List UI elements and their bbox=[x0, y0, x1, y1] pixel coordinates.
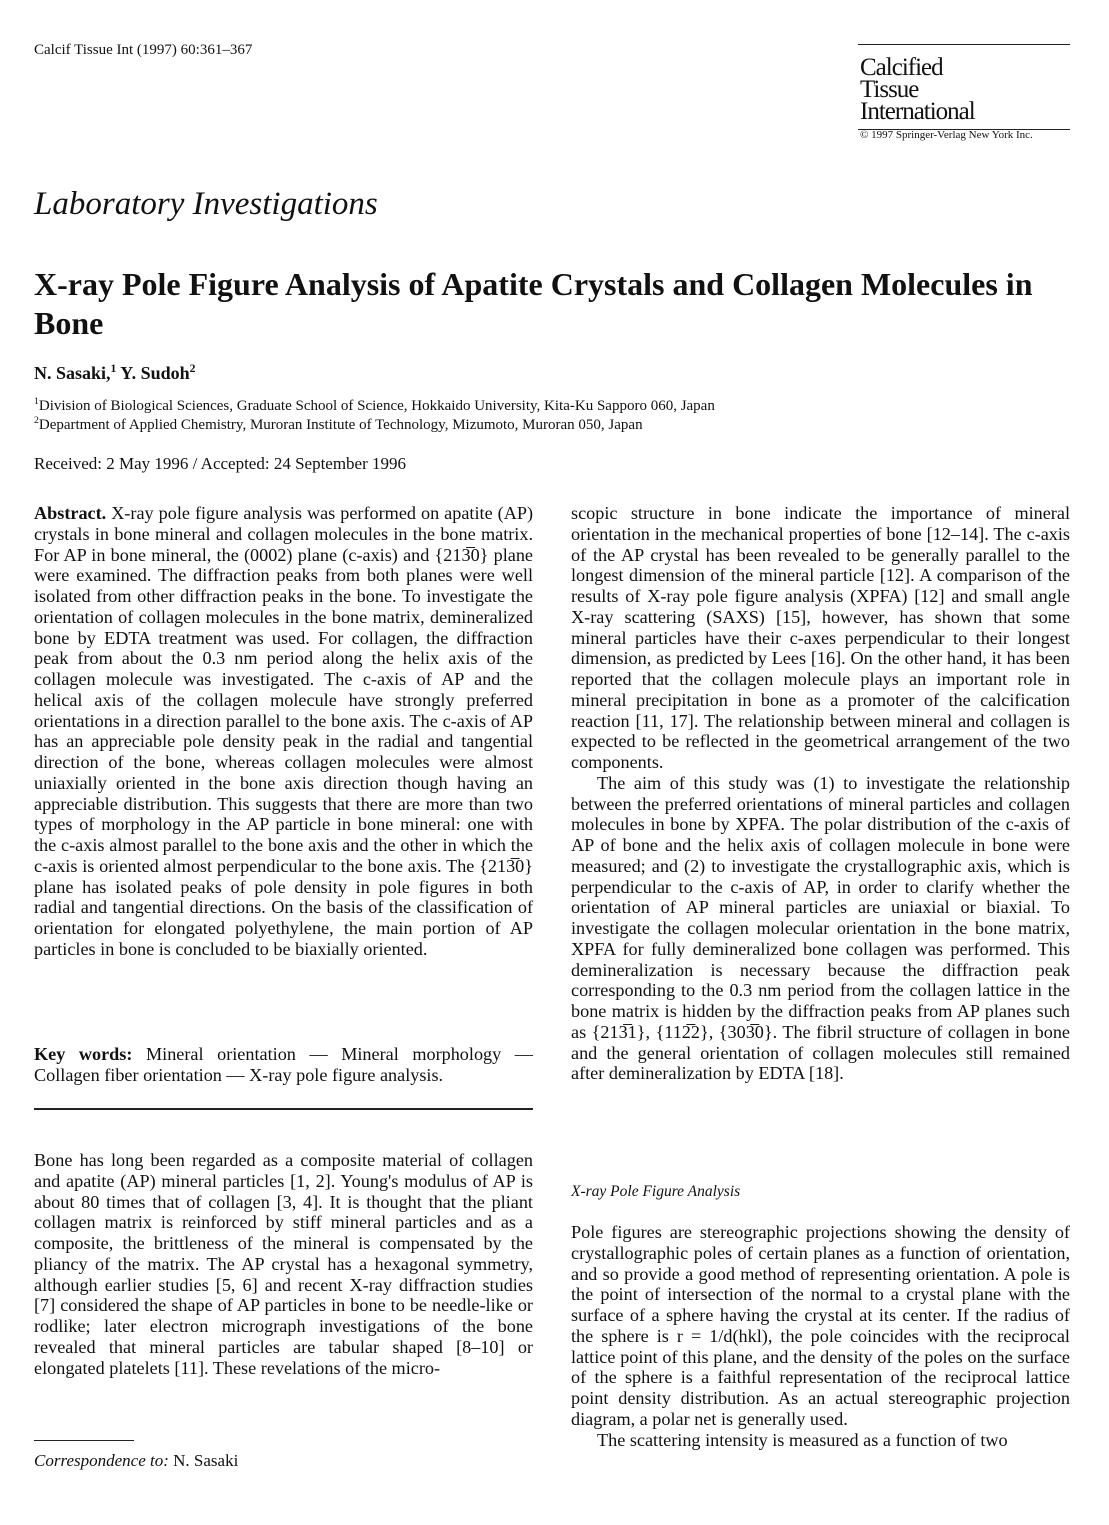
correspondence-label: Correspondence to: bbox=[34, 1451, 169, 1470]
affiliation-text: Division of Biological Sciences, Graduate School of Science, Hokkaido University, Kita-Ku Sapporo 060, Japan bbox=[38, 398, 715, 414]
affiliation bbox=[34, 398, 715, 415]
abstract-label: Abstract. bbox=[34, 503, 107, 523]
keywords-text: Mineral orientation — Mineral morphology — Collagen fiber orientation — X-ray pole figure analysis. bbox=[34, 1044, 533, 1085]
author-superscript: 1 bbox=[110, 362, 117, 375]
author-name: Y. Sudoh bbox=[120, 363, 190, 383]
affiliation-text: Department of Applied Chemistry, Muroran Institute of Technology, Mizumoto, Muroran 050, Japan bbox=[38, 417, 643, 433]
correspondence-name: N. Sasaki bbox=[168, 1451, 239, 1470]
body-column-right-lower bbox=[571, 1222, 1070, 1450]
paragraph-text: The aim of this study was (1) to investigate the relationship between the preferred orientations of mineral particles and collagen molecules in bone by XPFA. The polar distribution of the c-axis of AP of bone and the helix axis of collagen molecule in bone were measured; and (2) to investigate the crystallographic axis, which is perpendicular to the c-axis of AP, in order to clarify whether the orientation of AP mineral particles are uniaxial or biaxial. To investigate the collagen molecular orientation in the bone matrix, XPFA for fully demineralized bone collagen was performed. This demineralization is necessary because the diffraction peak corresponding to the 0.3 nm period from the collagen lattice in the bone matrix is hidden by the diffraction peaks from AP planes such as {213̅1}, {112̅2}, {303̅0}. The fibril structure of collagen in bone and the general orientation of collagen molecules still remained after demineralization by EDTA [18]. bbox=[571, 772, 1070, 1084]
abstract bbox=[34, 503, 533, 960]
body-column-right bbox=[571, 503, 1070, 1084]
logo-line-3: International bbox=[860, 98, 975, 125]
section-label: Laboratory Investigations bbox=[34, 186, 378, 222]
divider bbox=[34, 1108, 533, 1110]
copyright-notice: © 1997 Springer-Verlag New York Inc. bbox=[860, 129, 1033, 141]
correspondence-note bbox=[34, 1451, 238, 1471]
body-paragraph bbox=[34, 1150, 533, 1378]
logo-line-1: Calcified bbox=[860, 54, 943, 81]
affiliation bbox=[34, 417, 643, 434]
keywords-label: Key words: bbox=[34, 1044, 133, 1064]
paragraph-text: Pole figures are stereographic projections showing the density of crystallographic poles of certain planes as a function of orientation, and so provide a good method of representing orientation. A pole is the point of intersection of the normal to a crystal plane with the surface of a sphere having the crystal at its center. If the radius of the sphere is r = 1/d(hkl), the pole coincides with the reciprocal lattice point of this plane, and the density of the poles on the surface of the sphere is a faithful representation of the reciprocal lattice point density distribution. As an actual stereographic projection diagram, a polar net is generally used. bbox=[571, 1222, 1070, 1429]
keywords bbox=[34, 1044, 533, 1086]
received-dates: Received: 2 May 1996 / Accepted: 24 September 1996 bbox=[34, 454, 407, 473]
affiliation-superscript: 2 bbox=[34, 415, 39, 426]
author-superscript: 2 bbox=[189, 362, 196, 375]
paragraph-text: The scattering intensity is measured as a function of two bbox=[597, 1429, 1008, 1450]
paper-title: X-ray Pole Figure Analysis of Apatite Crystals and Collagen Molecules in Bone bbox=[34, 266, 1033, 341]
logo-line-2: Tissue bbox=[860, 76, 919, 103]
paragraph-text: scopic structure in bone indicate the importance of mineral orientation in the mechanical properties of bone [12–14]. The c-axis of the AP crystal has been revealed to be generally parallel to the longest dimension of the mineral particle [12]. A comparison of the results of X-ray pole figure analysis (XPFA) [12] and small angle X-ray scattering (SAXS) [15], however, has shown that some mineral particles have their c-axes perpendicular to their longest dimension, as predicted by Lees [16]. On the other hand, it has been reported that the collagen molecule plays an important role in mineral precipitation in bone as a promoter of the calcification reaction [11, 17]. The relationship between mineral and collagen is expected to be reflected in the geometrical arrangement of the two components. bbox=[571, 503, 1070, 772]
footnote-divider bbox=[34, 1440, 134, 1441]
subsection-heading: X-ray Pole Figure Analysis bbox=[571, 1183, 741, 1200]
abstract-text: X-ray pole figure analysis was performed on apatite (AP) crystals in bone mineral and collagen molecules in the bone matrix. For AP in bone mineral, the (0002) plane (c-axis) and {213̅0} plane were examined. The diffraction peaks from both planes were well isolated from other diffraction peaks in the bone. To investigate the orientation of collagen molecules in the bone matrix, demineralized bone by EDTA treatment was used. For collagen, the diffraction peak from about the 0.3 nm period along the helix axis of the collagen molecule was investigated. The c-axis of AP and the helical axis of the collagen molecule have strongly preferred orientations in a direction parallel to the bone axis. The c-axis of AP has an appreciable pole density peak in the radial and tangential direction of the bone, whereas collagen molecules were almost uniaxially oriented in the bone axis direction though having an appreciable distribution. This suggests that there are more than two types of morphology in the AP particle in bone mineral: one with the c-axis almost parallel to the bone axis and the other in which the c-axis is oriented almost perpendicular to the bone axis. The {213̅0} plane has isolated peaks of pole density in pole figures in both radial and tangential directions. On the basis of the classification of orientation for elongated polyethylene, the main portion of AP particles in bone is concluded to be biaxially oriented. bbox=[34, 503, 533, 959]
paragraph-text: Bone has long been regarded as a composite material of collagen and apatite (AP) mineral particles [1, 2]. Young's modulus of AP is about 80 times that of collagen [3, 4]. It is thought that the pliant collagen matrix is reinforced by stiff mineral particles and as a composite, the brittleness of the mineral is compensated by the pliancy of the matrix. The AP crystal has a hexagonal symmetry, although earlier studies [5, 6] and recent X-ray diffraction studies [7] considered the shape of AP particles in bone to be needle-like or rodlike; later electron micrograph investigations of the bone revealed that mineral particles are tabular shaped [8–10] or elongated platelets [11]. These revelations of the micro- bbox=[34, 1150, 533, 1378]
affiliation-superscript: 1 bbox=[34, 396, 39, 407]
journal-citation: Calcif Tissue Int (1997) 60:361–367 bbox=[34, 42, 253, 58]
author-list bbox=[34, 363, 195, 384]
author-name: N. Sasaki, bbox=[34, 363, 111, 383]
journal-logo bbox=[858, 44, 1070, 141]
